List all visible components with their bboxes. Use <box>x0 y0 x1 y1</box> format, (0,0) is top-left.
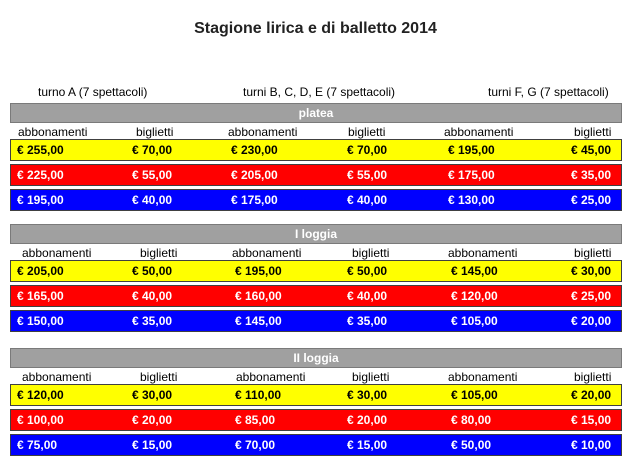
turni-fg-label: turni F, G (7 spettacoli) <box>488 85 609 99</box>
price-cell: € 70,00 <box>347 143 388 157</box>
col-header: biglietti <box>140 370 178 384</box>
price-cell: € 50,00 <box>451 438 492 452</box>
price-cell: € 160,00 <box>235 289 282 303</box>
price-cell: € 20,00 <box>571 388 612 402</box>
price-cell: € 55,00 <box>347 168 388 182</box>
price-cell: € 175,00 <box>448 168 495 182</box>
col-header: biglietti <box>140 246 178 260</box>
col-header: abbonamenti <box>448 246 518 260</box>
section-header: platea <box>10 103 622 123</box>
price-cell: € 35,00 <box>347 314 388 328</box>
price-cell: € 175,00 <box>231 193 278 207</box>
col-header: abbonamenti <box>236 370 306 384</box>
price-cell: € 110,00 <box>235 388 282 402</box>
section-platea <box>10 103 622 214</box>
price-row <box>10 434 622 456</box>
price-cell: € 30,00 <box>132 388 173 402</box>
price-cell: € 10,00 <box>571 438 612 452</box>
col-header: biglietti <box>352 246 390 260</box>
column-headers <box>10 370 622 384</box>
col-header: abbonamenti <box>228 125 298 139</box>
price-cell: € 75,00 <box>17 438 58 452</box>
turni-labels <box>10 85 615 99</box>
price-row <box>10 260 622 282</box>
price-cell: € 35,00 <box>571 168 612 182</box>
price-cell: € 35,00 <box>132 314 173 328</box>
price-cell: € 50,00 <box>132 264 173 278</box>
col-header: biglietti <box>352 370 390 384</box>
price-cell: € 30,00 <box>571 264 612 278</box>
price-cell: € 70,00 <box>132 143 173 157</box>
price-cell: € 40,00 <box>347 289 388 303</box>
col-header: biglietti <box>574 246 612 260</box>
price-cell: € 55,00 <box>132 168 173 182</box>
col-header: abbonamenti <box>232 246 302 260</box>
price-cell: € 145,00 <box>451 264 498 278</box>
price-cell: € 205,00 <box>17 264 64 278</box>
col-header: biglietti <box>136 125 174 139</box>
price-cell: € 145,00 <box>235 314 282 328</box>
price-cell: € 120,00 <box>17 388 64 402</box>
price-cell: € 150,00 <box>17 314 64 328</box>
price-cell: € 100,00 <box>17 413 64 427</box>
price-cell: € 15,00 <box>132 438 173 452</box>
price-cell: € 195,00 <box>448 143 495 157</box>
col-header: abbonamenti <box>22 370 92 384</box>
price-cell: € 20,00 <box>571 314 612 328</box>
price-cell: € 15,00 <box>571 413 612 427</box>
section-header: II loggia <box>10 348 622 368</box>
price-cell: € 20,00 <box>347 413 388 427</box>
col-header: biglietti <box>574 370 612 384</box>
price-cell: € 25,00 <box>571 193 612 207</box>
price-cell: € 85,00 <box>235 413 276 427</box>
section-header: I loggia <box>10 224 622 244</box>
price-cell: € 225,00 <box>17 168 64 182</box>
price-row <box>10 164 622 186</box>
price-row <box>10 189 622 211</box>
col-header: abbonamenti <box>22 246 92 260</box>
price-cell: € 195,00 <box>235 264 282 278</box>
price-cell: € 230,00 <box>231 143 278 157</box>
col-header: abbonamenti <box>448 370 518 384</box>
price-cell: € 130,00 <box>448 193 495 207</box>
price-cell: € 40,00 <box>132 193 173 207</box>
col-header: biglietti <box>574 125 612 139</box>
price-row <box>10 384 622 406</box>
price-row <box>10 285 622 307</box>
price-row <box>10 139 622 161</box>
price-cell: € 40,00 <box>347 193 388 207</box>
turni-bcde-label: turni B, C, D, E (7 spettacoli) <box>243 85 396 99</box>
col-header: abbonamenti <box>444 125 514 139</box>
price-cell: € 120,00 <box>451 289 498 303</box>
price-cell: € 15,00 <box>347 438 388 452</box>
price-cell: € 30,00 <box>347 388 388 402</box>
column-headers <box>10 246 622 260</box>
price-cell: € 45,00 <box>571 143 612 157</box>
page-title: Stagione lirica e di balletto 2014 <box>194 20 437 37</box>
price-cell: € 105,00 <box>451 388 498 402</box>
price-cell: € 165,00 <box>17 289 64 303</box>
section-ii-loggia <box>10 348 622 459</box>
price-cell: € 70,00 <box>235 438 276 452</box>
price-cell: € 20,00 <box>132 413 173 427</box>
col-header: abbonamenti <box>18 125 88 139</box>
turno-a-label: turno A (7 spettacoli) <box>38 85 148 99</box>
price-cell: € 40,00 <box>132 289 173 303</box>
price-row <box>10 310 622 332</box>
price-cell: € 25,00 <box>571 289 612 303</box>
price-cell: € 50,00 <box>347 264 388 278</box>
column-headers <box>10 125 622 139</box>
price-cell: € 80,00 <box>451 413 492 427</box>
col-header: biglietti <box>348 125 386 139</box>
price-cell: € 105,00 <box>451 314 498 328</box>
price-cell: € 195,00 <box>17 193 64 207</box>
price-row <box>10 409 622 431</box>
price-cell: € 205,00 <box>231 168 278 182</box>
price-cell: € 255,00 <box>17 143 64 157</box>
section-i-loggia <box>10 224 622 335</box>
